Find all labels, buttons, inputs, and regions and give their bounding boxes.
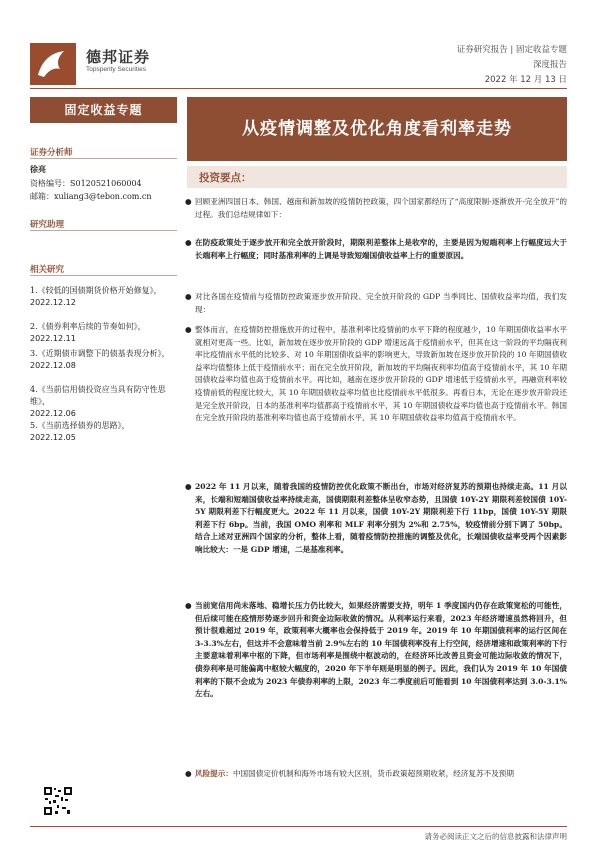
report-subtype: 深度报告 — [532, 60, 567, 70]
company-logo — [30, 43, 76, 85]
qr-code-icon — [43, 786, 73, 816]
bullet-icon: ● — [185, 292, 192, 301]
analyst-heading: 证券分析师 — [30, 148, 73, 158]
left-banner: 固定收益专题 — [30, 97, 177, 123]
logo-mark-icon — [30, 43, 76, 85]
report-type: 证券研究报告 | 固定收益专题 — [456, 45, 567, 55]
bullet-icon: ● — [185, 197, 192, 206]
analyst-name: 徐亮 — [30, 164, 46, 174]
bullet-icon: ● — [185, 238, 192, 247]
logo-english-name: Topsperity Securities — [86, 66, 146, 73]
assistant-divider — [30, 230, 177, 231]
related-item[interactable]: 3.《近期债市调整下的债基表现分析》， 2022.12.08 — [30, 349, 170, 370]
keypoint-title: 投资要点： — [199, 172, 252, 184]
bullet-paragraph: ● 2022 年 11 月以来，随着我国的疫情防控优化政策不断出台，市场对经济复苏的预期也持续走高。11 月以来，长端和短端国债收益率持续走高，国债期限利差整体呈收窄态势，且国债 10Y-2Y 期限利差较国债 10Y-5Y 期限利差下行幅度更大。2022 年 11 月以来，国债 10Y-2Y 期限利差下行 11bp，国债 10Y-5Y 期限利差下行 6bp。当前，我国 OMO 利率和 MLF 利率分别为 2%和 2.75%，较疫情前分别下调了 50bp。结合上述对亚洲四个国家的分析，整体上看，随着疫情防控措施的调整及优化，长端国债收益率受两个因素影响比较大：一是 GDP 增速，二是基准利率。 — [185, 482, 567, 554]
related-item[interactable]: 5.《当前选择债券的思路》， 2022.12.05 — [30, 421, 130, 442]
bullet-icon: ● — [185, 601, 192, 610]
header-divider — [30, 88, 567, 89]
bullet-paragraph: ● 回顾亚洲四国日本、韩国、越南和新加坡的疫情防控政策，四个国家都经历了“高度限制-逐渐放开-完全放开”的过程。我们总结规律如下： — [185, 197, 567, 219]
related-item[interactable]: 4.《当前信用债投资应当具有防守性思维》， 2022.12.06 — [30, 385, 166, 418]
assistant-heading: 研究助理 — [30, 220, 65, 230]
keypoint-header — [187, 166, 567, 188]
analyst-divider — [30, 158, 177, 159]
related-divider — [30, 275, 177, 276]
bullet-paragraph: ● 当前宽信用尚未落地、稳增长压力仍比较大，如果经济需要支持，明年 1 季度国内仍存在政策宽松的可能性，但后续可能在疫情形势逐步回升和资金边际收敛的情况。从利率运行来看，2023 年经济增速虽然将回升，但预计很难超过 2019 年，政策利率大概率也会保持低于 2019 年。2019 年 10 年期国债利率的运行区间在 3-3.3%左右，但这并不会意味着当前 2.9%左右的 10 年国债利率没有上行空间，经济增速和政策利率的下行主要意味着利率中枢的下降，但市场利率是围绕中枢波动的，在经济环比改善且资金可能边际收敛的情况下，债券利率是可能偏离中枢较大幅度的，2020 年下半年则是明显的例子。因此，我们认为 2019 年 10 年国债利率的下限不会成为 2023 年债券利率的上限，2023 年二季度前后可能看到 10 年国债利率达到 3.0-3.1%左右。 — [185, 601, 567, 699]
related-heading: 相关研究 — [30, 265, 65, 275]
related-item[interactable]: 1.《较低的国债期货价格开始修复》， 2022.12.12 — [30, 286, 162, 307]
related-item[interactable]: 2.《债券利率后续的节奏如何》， 2022.12.11 — [30, 322, 146, 343]
footer-disclaimer: 请务必阅读正文之后的信息披露和法律声明 — [424, 832, 567, 841]
analyst-cert: 资格编号：S0120521060004 — [30, 179, 142, 188]
bullet-icon: ● — [185, 769, 192, 778]
logo-chinese-name: 德邦证券 — [86, 48, 151, 66]
bullet-icon: ● — [185, 482, 192, 491]
risk-text: 中国国债定价机制和海外市场有较大区别，货币政策超预期收紧，经济复苏不及预期 — [232, 769, 514, 778]
bullet-paragraph: ● 对比各国在疫情前与疫情防控政策逐步放开阶段、完全放开阶段的 GDP 当季同比、国债收益率均值，我们发现： — [185, 292, 567, 314]
bullet-paragraph: ● 在防疫政策处于逐步放开和完全放开阶段时，期限利差整体上是收窄的，主要是因为短端利率上行幅度远大于长端利率上行幅度；同时基准利率的上调是导致短端国债收益率上行的重要原因。 — [185, 238, 567, 260]
bullet-icon: ● — [185, 325, 192, 334]
bullet-paragraph: ● 整体而言，在疫情防控措施放开的过程中，基准利率比疫情前的水平下降的程度越少，10 年期国债收益率水平就相对更高一些。比如，新加坡在逐步放开阶段的 GDP 增速远高于疫情前水平，但其在这一阶段的平均隔夜利率比疫情前水平低的比较多、对 10 年期国债收益率的影响更大，导致新加坡在逐步放开阶段的 10 年期国债收益率均值整体上低于疫情前水平；而在完全放开阶段，新加坡的平均隔夜利率均值高于疫情前水平，其 10 年期国债收益率均值也高于疫情前水平。再比如，越南在逐步放开阶段的 GDP 增速低于疫情前水平，再融资利率较疫情前低的程度比较大，其 10 年期国债收益率均值也比疫情前水平低很多。再看日本，无论在逐步放开阶段还是完全放开阶段，日本的基准利率均值都高于疫情前水平，其 10 年期国债收益率均值也高于疫情前水平。韩国在完全放开阶段的基准利率均值也高于疫情前水平，其 10 年期国债收益率均值高于疫情前水平。 — [185, 325, 567, 423]
report-date: 2022 年 12 月 13 日 — [484, 75, 567, 85]
analyst-email[interactable]: 邮箱：xuliang3@tebon.com.cn — [30, 192, 152, 201]
footer-divider — [30, 826, 567, 827]
page-title: 从疫情调整及优化角度看利率走势 — [187, 97, 567, 161]
risk-paragraph — [185, 768, 567, 781]
risk-label: 风险提示： — [195, 769, 233, 778]
